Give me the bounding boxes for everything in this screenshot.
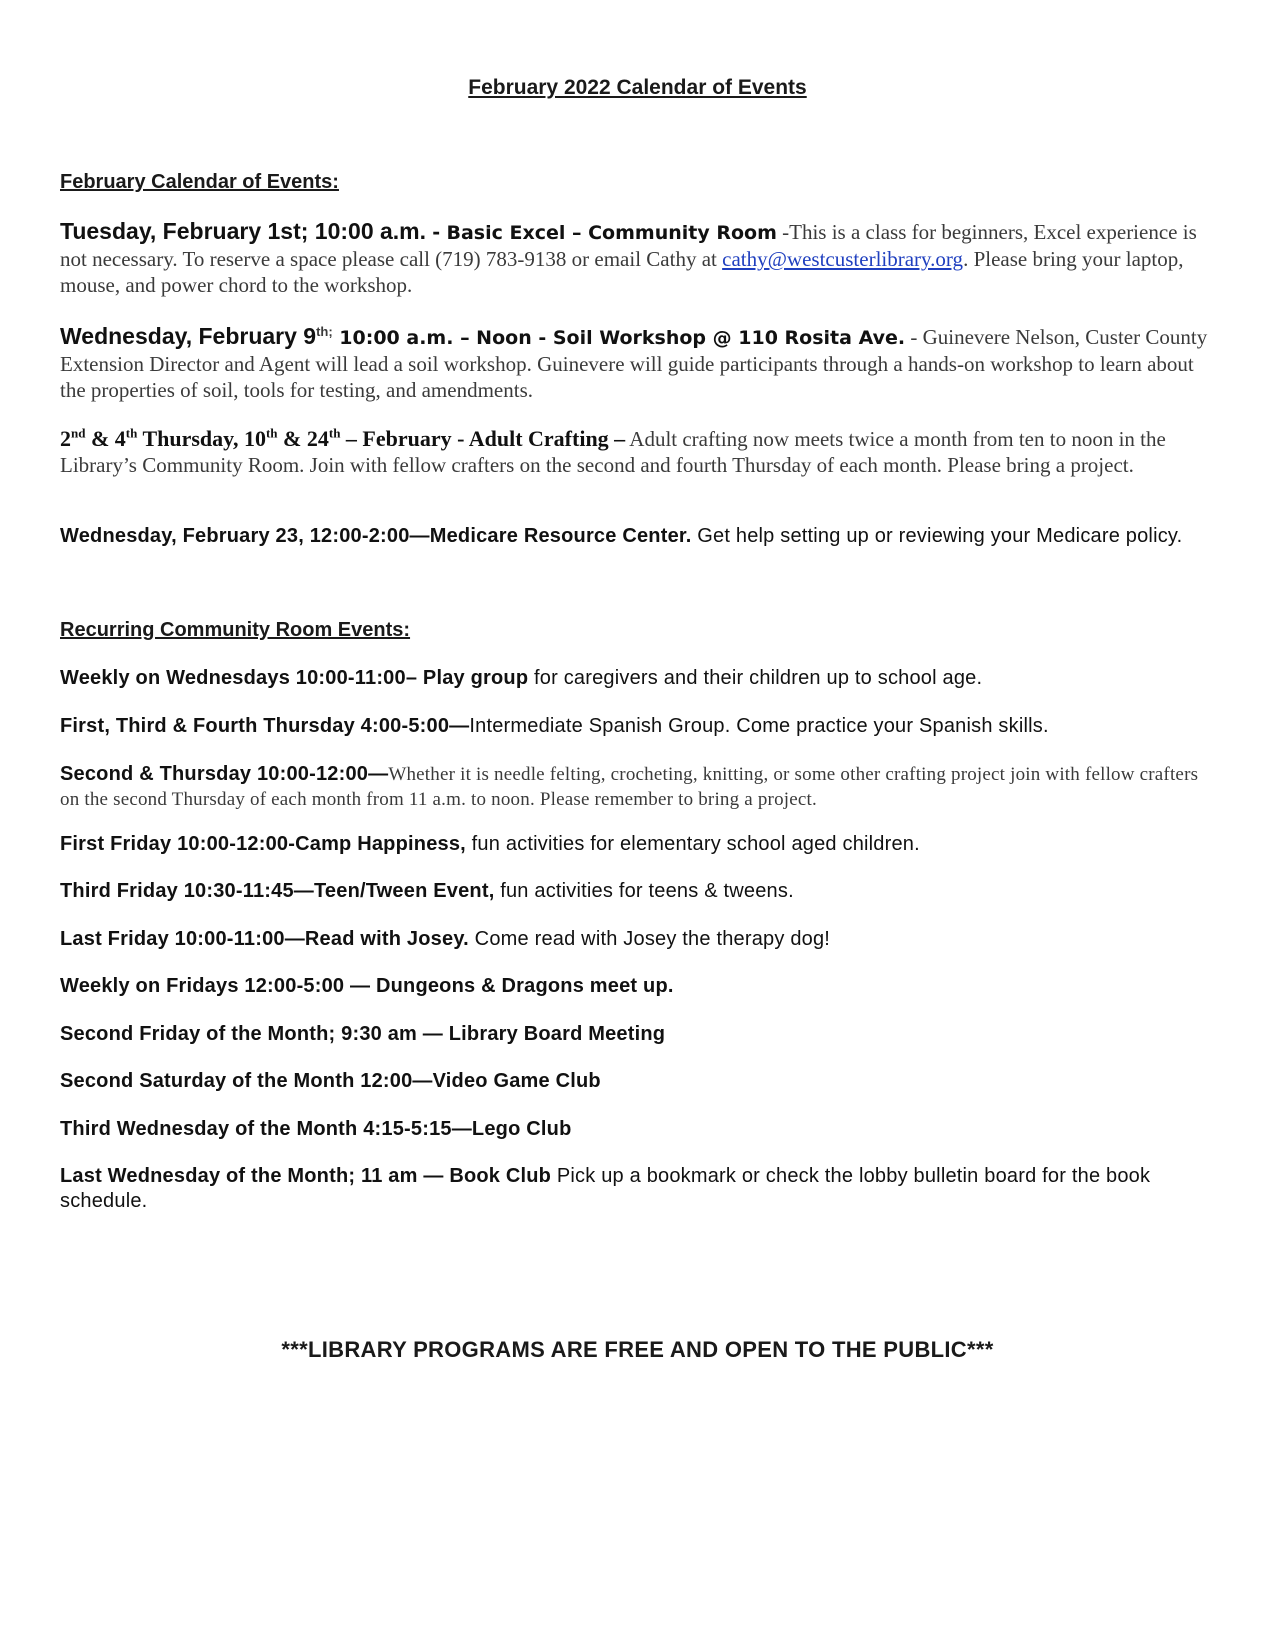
recurring-dungeons-dragons: Weekly on Fridays 12:00-5:00 — Dungeons & Dragons meet up.: [60, 975, 674, 997]
event-title: Last Friday 10:00-11:00—Read with Josey.: [60, 928, 469, 950]
event-date: 2nd & 4th Thursday, 10th & 24th – February - Adult Crafting –: [60, 425, 626, 451]
event-date: Wednesday, February 9: [60, 323, 317, 349]
event-title: 10:00 a.m. – Noon - Soil Workshop @ 110 Rosita Ave.: [332, 327, 906, 349]
recurring-camp-happiness: [60, 832, 1210, 857]
event-title: Third Friday 10:30-11:45—Teen/Tween Event,: [60, 880, 495, 902]
event-separator: -: [426, 218, 447, 244]
recurring-events-heading: Recurring Community Room Events:: [60, 619, 411, 641]
event-title: First Friday 10:00-12:00-Camp Happiness,: [60, 833, 466, 855]
recurring-video-game-club: Second Saturday of the Month 12:00—Video Game Club: [60, 1070, 601, 1092]
event-title: Last Wednesday of the Month; 11 am — Book Club: [60, 1165, 552, 1187]
event-description: -This is a class for beginners, Excel experience is not necessary. To reserve a space please call (719) 783-9138 or email Cathy at: [60, 220, 1197, 271]
event-date: Tuesday, February 1st; 10:00 a.m.: [60, 218, 427, 244]
event-basic-excel: [60, 218, 1210, 298]
recurring-lego-club: Third Wednesday of the Month 4:15-5:15—Lego Club: [60, 1118, 572, 1140]
event-title: Second & Thursday 10:00-12:00—: [60, 763, 389, 785]
event-date-suffix: th;: [316, 324, 333, 339]
event-description-end: . Please bring your laptop, mouse, and power chord to the workshop.: [60, 247, 1184, 297]
recurring-read-with-josey: [60, 927, 1210, 952]
event-title: Wednesday, February 23, 12:00-2:00—Medicare Resource Center.: [60, 525, 692, 547]
event-description: Intermediate Spanish Group. Come practice your Spanish skills.: [469, 715, 1049, 737]
recurring-book-club: [60, 1164, 1210, 1214]
event-title: First, Third & Fourth Thursday 4:00-5:00—: [60, 715, 470, 737]
february-events-heading: February Calendar of Events:: [60, 171, 339, 193]
recurring-teen-event: [60, 879, 1210, 904]
event-description: Whether it is needle felting, crocheting, knitting, or some other crafting project join with fellow crafters on the second Thursday of each month from 11 a.m. to noon. Please remember to bring a project.: [60, 764, 1199, 810]
event-soil-workshop: [60, 323, 1210, 403]
recurring-board-meeting: Second Friday of the Month; 9:30 am — Library Board Meeting: [60, 1023, 666, 1045]
event-description: Pick up a bookmark or check the lobby bulletin board for the book schedule.: [60, 1165, 1151, 1212]
event-description: Come read with Josey the therapy dog!: [468, 928, 831, 950]
recurring-spanish-group: [60, 714, 1210, 739]
event-description: Adult crafting now meets twice a month from ten to noon in the Library’s Community Room. Join with fellow crafters on the second and fourth Thursday of each month. Please bring a project.: [60, 427, 1166, 477]
event-description: fun activities for elementary school aged children.: [465, 833, 920, 855]
event-description: fun activities for teens & tweens.: [494, 880, 794, 902]
event-description: Get help setting up or reviewing your Medicare policy.: [691, 525, 1183, 547]
free-programs-notice: ***LIBRARY PROGRAMS ARE FREE AND OPEN TO THE PUBLIC***: [281, 1337, 994, 1362]
page-title: February 2022 Calendar of Events: [468, 76, 807, 99]
recurring-crafting: [60, 762, 1210, 812]
event-description: for caregivers and their children up to school age.: [528, 667, 983, 689]
event-title: Weekly on Wednesdays 10:00-11:00– Play group: [60, 667, 529, 689]
email-link[interactable]: cathy@westcusterlibrary.org: [722, 247, 964, 271]
event-adult-crafting: [60, 426, 1210, 478]
event-medicare: [60, 524, 1210, 549]
event-description: - Guinevere Nelson, Custer County Extension Director and Agent will lead a soil workshop. Guinevere will guide participants through a hands-on workshop to learn about the properties of soil, tools for testing, and amendments.: [60, 325, 1208, 402]
event-title: Basic Excel – Community Room: [446, 222, 777, 244]
recurring-play-group: [60, 666, 1210, 691]
